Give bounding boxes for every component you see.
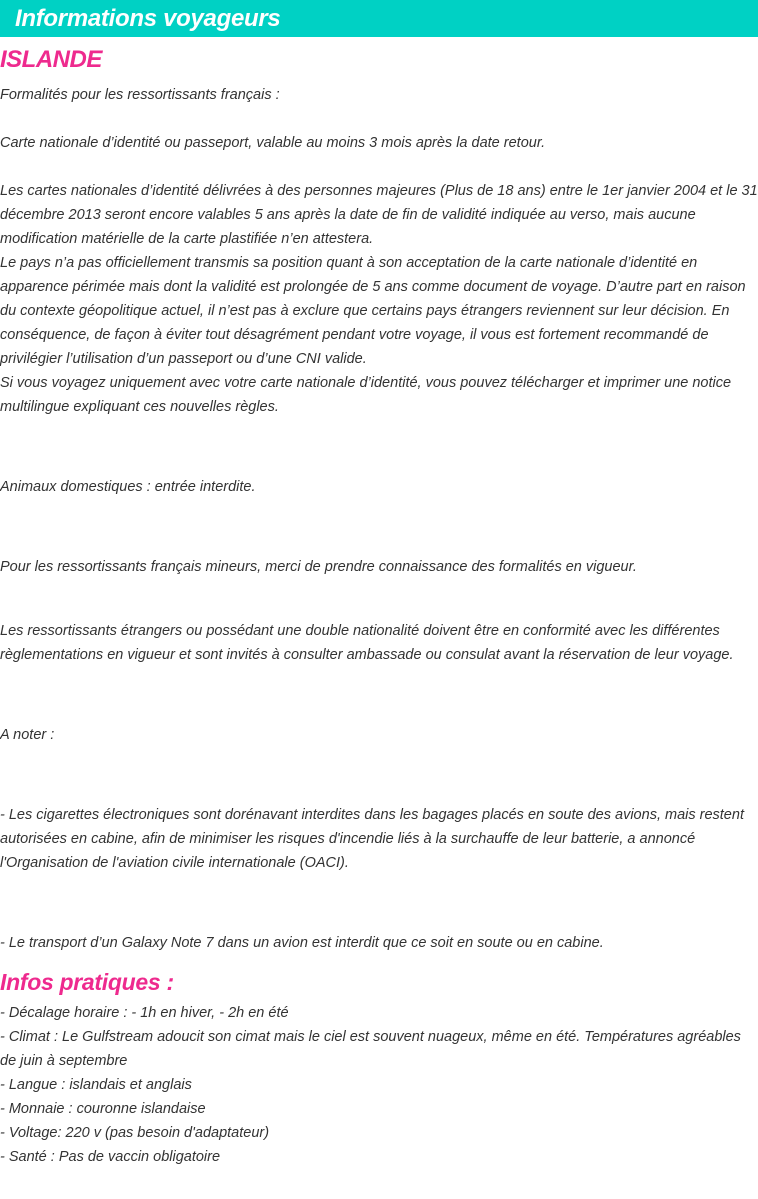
- cni-paragraph-2: Le pays n’a pas officiellement transmis sa position quant à son acceptation de la carte nationale d’identité en apparence périmée mais dont la validité est prolongée de 5 ans comme document de voyage. D’autre part en raison du contexte géopolitique actuel, il n’est pas à exclure que certains pays étrangers reviennent sur leur décision. En conséquence, de façon à éviter tout désagrément pendant votre voyage, il vous est fortement recommandé de privilégier l’utilisation d’un passeport ou d’une CNI valide.: [0, 255, 746, 367]
- galaxy-text: - Le transport d’un Galaxy Note 7 dans un avion est interdit que ce soit en soute ou en cabine.: [0, 935, 604, 951]
- animaux-text: Animaux domestiques : entrée interdite.: [0, 479, 256, 495]
- info-decalage: - Décalage horaire : - 1h en hiver, - 2h en été: [0, 1005, 289, 1021]
- page-title: Informations voyageurs: [15, 4, 281, 32]
- country-heading: ISLANDE: [0, 46, 102, 73]
- info-voltage: - Voltage: 220 v (pas besoin d'adaptateur): [0, 1125, 270, 1141]
- formalites-intro: Formalités pour les ressortissants français :: [0, 87, 280, 103]
- info-monnaie: - Monnaie : couronne islandaise: [0, 1101, 206, 1117]
- info-sante: - Santé : Pas de vaccin obligatoire: [0, 1149, 221, 1165]
- cni-paragraph-1: Les cartes nationales d’identité délivrées à des personnes majeures (Plus de 18 ans) entre le 1er janvier 2004 et le 31 décembre 2013 seront encore valables 5 ans après la date de fin de validité indiquée au verso, mais aucune modification matérielle de la carte plastifiée n’en attestera.: [0, 183, 758, 247]
- info-climat: - Climat : Le Gulfstream adoucit son cimat mais le ciel est souvent nuageux, même en été. Températures agréables de juin à septembre: [0, 1029, 741, 1069]
- etrangers-text: Les ressortissants étrangers ou possédant une double nationalité doivent être en conformité avec les différentes règlementations en vigueur et sont invités à consulter ambassade ou consulat avant la réservation de leur voyage.: [0, 623, 734, 663]
- formalites-section: [0, 83, 758, 955]
- cigarettes-text: - Les cigarettes électroniques sont dorénavant interdites dans les bagages placés en soute des avions, mais restent autorisées en cabine, afin de minimiser les risques d'incendie liés à la surchauffe de leur batterie, a annoncé l'Organisation de l'aviation civile internationale (OACI).: [0, 807, 744, 871]
- infos-pratiques-list: [0, 1001, 758, 1169]
- a-noter-label: A noter :: [0, 727, 55, 743]
- carte-identite-text: Carte nationale d’identité ou passeport, valable au moins 3 mois après la date retour.: [0, 135, 546, 151]
- info-langue: - Langue : islandais et anglais: [0, 1077, 192, 1093]
- header-bar: [0, 0, 758, 37]
- cni-paragraph-3: Si vous voyagez uniquement avec votre carte nationale d’identité, vous pouvez télécharger et imprimer une notice multilingue expliquant ces nouvelles règles.: [0, 375, 732, 415]
- mineurs-text: Pour les ressortissants français mineurs, merci de prendre connaissance des formalités en vigueur.: [0, 559, 637, 575]
- infos-pratiques-heading: Infos pratiques :: [0, 969, 174, 995]
